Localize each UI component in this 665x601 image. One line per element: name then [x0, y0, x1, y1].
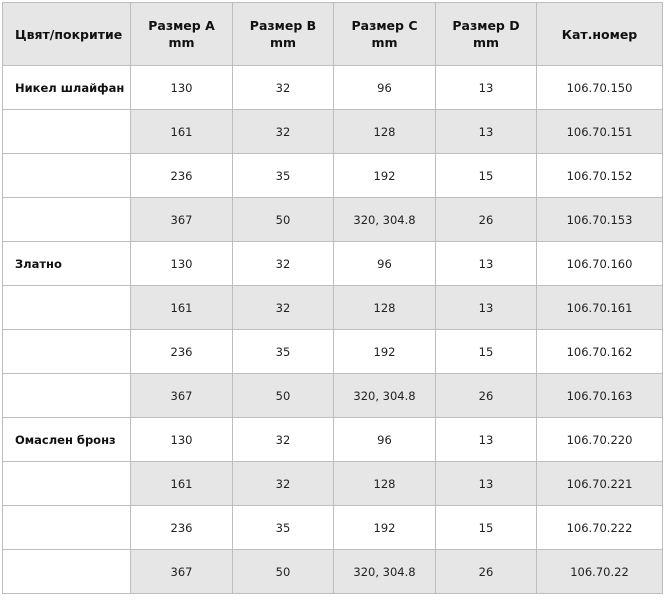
cell-size-b: 35	[233, 330, 334, 374]
cell-size-d: 13	[436, 418, 537, 462]
cell-size-d: 13	[436, 110, 537, 154]
cell-size-a: 367	[131, 198, 233, 242]
cell-size-b: 32	[233, 418, 334, 462]
cell-catalog-number: 106.70.161	[537, 286, 663, 330]
table-row	[3, 374, 663, 418]
header-size-b	[233, 3, 334, 66]
cell-catalog-number: 106.70.162	[537, 330, 663, 374]
cell-color: Златно	[3, 242, 131, 286]
table-row	[3, 198, 663, 242]
cell-size-d: 15	[436, 154, 537, 198]
cell-color	[3, 110, 131, 154]
cell-size-c: 128	[334, 286, 436, 330]
cell-size-d: 26	[436, 374, 537, 418]
cell-size-b: 32	[233, 462, 334, 506]
cell-size-b: 50	[233, 198, 334, 242]
cell-color	[3, 462, 131, 506]
cell-color	[3, 198, 131, 242]
header-size-b-label: Размер B	[249, 18, 317, 33]
cell-size-c: 192	[334, 506, 436, 550]
cell-size-d: 13	[436, 242, 537, 286]
cell-color	[3, 286, 131, 330]
cell-size-a: 367	[131, 550, 233, 594]
cell-size-b: 32	[233, 66, 334, 110]
cell-size-d: 26	[436, 198, 537, 242]
cell-size-a: 367	[131, 374, 233, 418]
header-size-d	[436, 3, 537, 66]
cell-size-a: 161	[131, 462, 233, 506]
header-catalog-number-label: Кат.номер	[561, 26, 638, 42]
cell-size-a: 130	[131, 66, 233, 110]
cell-catalog-number: 106.70.221	[537, 462, 663, 506]
cell-color: Омаслен бронз	[3, 418, 131, 462]
table-row	[3, 154, 663, 198]
cell-size-d: 15	[436, 330, 537, 374]
table-row	[3, 110, 663, 154]
cell-size-a: 236	[131, 506, 233, 550]
cell-catalog-number: 106.70.220	[537, 418, 663, 462]
cell-size-d: 15	[436, 506, 537, 550]
header-size-a-label: Размер A	[148, 18, 215, 33]
cell-catalog-number: 106.70.152	[537, 154, 663, 198]
cell-size-b: 32	[233, 242, 334, 286]
cell-size-d: 13	[436, 286, 537, 330]
cell-catalog-number: 106.70.160	[537, 242, 663, 286]
header-row	[3, 3, 663, 66]
cell-size-d: 13	[436, 462, 537, 506]
cell-size-c: 96	[334, 418, 436, 462]
header-size-c-unit: mm	[371, 35, 398, 50]
table-row	[3, 418, 663, 462]
cell-size-c: 320, 304.8	[334, 550, 436, 594]
cell-size-b: 50	[233, 550, 334, 594]
product-spec-table	[2, 2, 663, 594]
cell-size-c: 128	[334, 110, 436, 154]
cell-size-c: 192	[334, 330, 436, 374]
cell-size-d: 13	[436, 66, 537, 110]
table-row	[3, 506, 663, 550]
cell-size-a: 130	[131, 242, 233, 286]
header-color-finish-label: Цвят/покритие	[15, 26, 123, 42]
cell-size-b: 35	[233, 154, 334, 198]
cell-size-c: 320, 304.8	[334, 374, 436, 418]
header-size-d-unit: mm	[472, 35, 500, 50]
header-size-b-unit: mm	[269, 35, 297, 50]
cell-size-a: 161	[131, 110, 233, 154]
cell-color	[3, 330, 131, 374]
cell-size-c: 96	[334, 242, 436, 286]
cell-color	[3, 154, 131, 198]
cell-size-a: 236	[131, 330, 233, 374]
cell-size-c: 128	[334, 462, 436, 506]
cell-catalog-number: 106.70.222	[537, 506, 663, 550]
cell-size-b: 32	[233, 110, 334, 154]
cell-catalog-number: 106.70.151	[537, 110, 663, 154]
cell-catalog-number: 106.70.153	[537, 198, 663, 242]
cell-color	[3, 550, 131, 594]
cell-size-c: 192	[334, 154, 436, 198]
cell-color	[3, 374, 131, 418]
cell-catalog-number: 106.70.163	[537, 374, 663, 418]
cell-size-d: 26	[436, 550, 537, 594]
cell-size-c: 96	[334, 66, 436, 110]
table-row	[3, 66, 663, 110]
cell-size-b: 50	[233, 374, 334, 418]
header-catalog-number	[537, 3, 663, 66]
cell-color	[3, 506, 131, 550]
cell-size-a: 130	[131, 418, 233, 462]
header-size-c	[334, 3, 436, 66]
header-size-a-unit: mm	[168, 35, 195, 50]
cell-size-b: 32	[233, 286, 334, 330]
header-size-a	[131, 3, 233, 66]
table-row	[3, 550, 663, 594]
cell-catalog-number: 106.70.150	[537, 66, 663, 110]
cell-catalog-number: 106.70.22	[537, 550, 663, 594]
table-row	[3, 242, 663, 286]
cell-size-c: 320, 304.8	[334, 198, 436, 242]
table-row	[3, 330, 663, 374]
cell-size-a: 161	[131, 286, 233, 330]
header-color-finish	[3, 3, 131, 66]
header-size-d-label: Размер D	[452, 18, 520, 33]
cell-size-b: 35	[233, 506, 334, 550]
table-row	[3, 286, 663, 330]
table-row	[3, 462, 663, 506]
cell-size-a: 236	[131, 154, 233, 198]
cell-color: Никел шлайфан	[3, 66, 131, 110]
header-size-c-label: Размер C	[351, 18, 418, 33]
